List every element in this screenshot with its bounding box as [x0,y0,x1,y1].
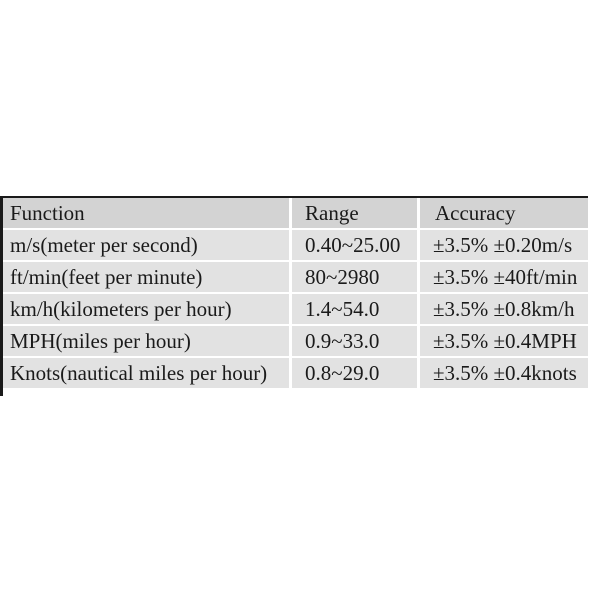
function-cell: MPH(miles per hour) [3,326,289,356]
range-cell: 0.9~33.0 [292,326,417,356]
accuracy-cell: ±3.5% ±0.4knots [420,358,588,388]
specifications-table [0,196,588,396]
function-cell: m/s(meter per second) [3,230,289,260]
accuracy-cell: ±3.5% ±0.20m/s [420,230,588,260]
accuracy-cell: ±3.5% ±0.8km/h [420,294,588,324]
range-cell: 80~2980 [292,262,417,292]
range-cell: 0.8~29.0 [292,358,417,388]
table-row [3,358,588,390]
function-cell: km/h(kilometers per hour) [3,294,289,324]
header-accuracy: Accuracy [420,198,588,228]
table-row [3,326,588,358]
accuracy-cell: ±3.5% ±0.4MPH [420,326,588,356]
table-row [3,262,588,294]
table-row [3,294,588,326]
header-function: Function [3,198,289,228]
accuracy-cell: ±3.5% ±40ft/min [420,262,588,292]
table-header-row [3,198,588,230]
table-row [3,230,588,262]
range-cell: 1.4~54.0 [292,294,417,324]
function-cell: ft/min(feet per minute) [3,262,289,292]
function-cell: Knots(nautical miles per hour) [3,358,289,388]
range-cell: 0.40~25.00 [292,230,417,260]
header-range: Range [292,198,417,228]
